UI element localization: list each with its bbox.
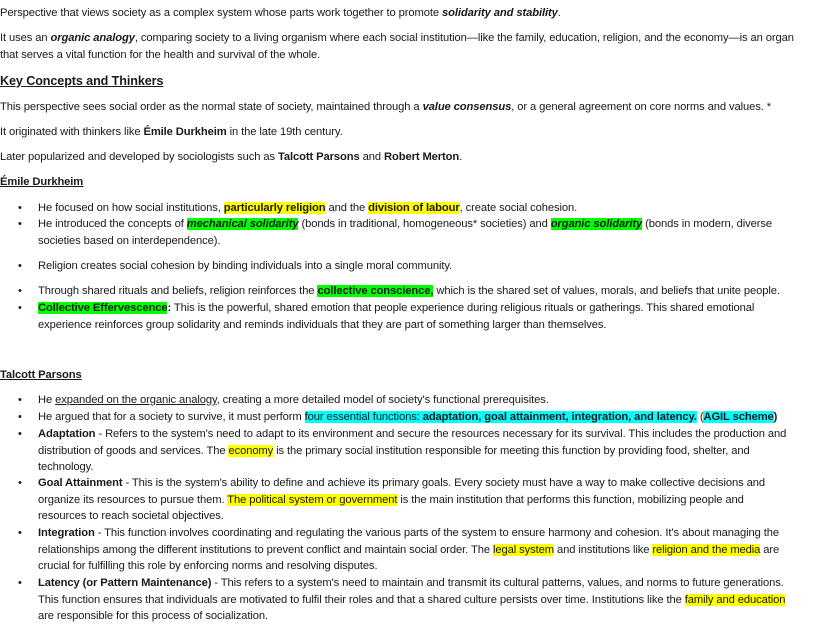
highlight-collective-conscience: collective conscience, <box>317 285 434 297</box>
bullet-icon: • <box>18 260 22 272</box>
text: It originated with thinkers like <box>0 126 144 138</box>
highlight-political-system: The political system or government <box>227 493 398 506</box>
text: ) <box>773 411 778 423</box>
text: resources to reach societal objectives. <box>38 510 224 523</box>
term-integration: Integration <box>38 527 95 539</box>
list-item <box>18 216 828 249</box>
text: organize its resources to pursue them. <box>38 493 228 506</box>
highlight-collective-effervescence: Collective Effervescence <box>38 302 168 314</box>
highlight-organic-solidarity: organic solidarity <box>550 218 643 230</box>
text: , create social cohesion. <box>459 202 578 214</box>
text: four essential functions: <box>304 411 423 423</box>
intro-paragraph-2-line-1 <box>0 30 794 47</box>
text: distribution of goods and services. The <box>38 444 229 457</box>
highlight-division-of-labour: division of labour <box>368 202 460 214</box>
highlight-four-functions <box>305 411 697 423</box>
text: : <box>167 302 172 314</box>
text: - This function involves coordinating and regulating the various parts of the system to ensure harmony and cohesion. It's about managing the <box>94 527 780 539</box>
emphasis-organic-analogy: organic analogy <box>50 32 135 44</box>
text: , comparing society to a living organism where each social institution—like the family, education, religion, and the economy—is an organ <box>134 32 794 44</box>
text: technology. <box>38 461 94 474</box>
text: Perspective that views society as a complex system whose parts work together to promote <box>0 7 443 19</box>
list-item-adaptation <box>18 426 828 476</box>
term-adaptation: Adaptation <box>38 428 96 440</box>
text: relationships among the different institutions to prevent conflict and maintain social order. The <box>38 543 493 556</box>
heading-key-concepts: Key Concepts and Thinkers <box>0 74 164 88</box>
list-item-latency <box>18 575 828 625</box>
text: - This is the system's ability to define and achieve its primary goals. Every society must have a way to make collective decisions and <box>122 477 766 489</box>
text: crucial for fulfilling this role by enforcing norms and resolving disputes. <box>38 560 378 573</box>
text: It uses an <box>0 32 51 44</box>
bullet-icon: • <box>18 577 22 589</box>
highlight-religion-media: religion and the media <box>652 543 761 556</box>
highlight-legal-system: legal system <box>492 543 554 556</box>
key-concepts-paragraph-1 <box>0 99 771 116</box>
highlight-agil-scheme: AGIL scheme <box>703 411 774 423</box>
list-item <box>18 283 828 300</box>
list-item <box>18 200 828 217</box>
heading-durkheim: Émile Durkheim <box>0 176 84 188</box>
text: adaptation, goal attainment, integration, and latency. <box>422 411 697 423</box>
bullet-icon: • <box>18 394 22 406</box>
key-concepts-paragraph-3 <box>0 149 462 166</box>
bullet-icon: • <box>18 428 22 440</box>
underlined-organic-analogy: expanded on the organic analogy <box>55 394 217 406</box>
heading-parsons: Talcott Parsons <box>0 369 82 381</box>
text: which is the shared set of values, morals, and beliefs that unite people. <box>433 285 780 297</box>
list-item <box>18 409 828 426</box>
list-item-goal-attainment <box>18 475 828 525</box>
list-item <box>18 300 828 333</box>
text: This is the powerful, shared emotion that people experience during religious rituals or gatherings. This shared emotional <box>171 302 755 314</box>
bullet-icon: • <box>18 411 22 423</box>
list-item <box>18 258 828 275</box>
text: experience reinforces group solidarity and reminds individuals that they are part of something larger than themselves. <box>38 318 607 331</box>
bullet-icon: • <box>18 202 22 214</box>
text: and institutions like <box>553 543 653 556</box>
text: He focused on how social institutions, <box>38 202 224 214</box>
text: Later popularized and developed by sociologists such as <box>0 151 278 163</box>
text: societies based on interdependence). <box>38 234 221 247</box>
bullet-icon: • <box>18 285 22 297</box>
highlight-economy: economy <box>228 444 274 457</box>
highlight-family-education: family and education <box>684 593 786 606</box>
text: He introduced the concepts of <box>38 218 187 230</box>
text: - Refers to the system's need to adapt to its environment and secure the resources necessary for its survival. This includes the production and <box>95 428 787 440</box>
intro-paragraph-1 <box>0 5 561 22</box>
name-merton: Robert Merton <box>384 151 460 163</box>
text: is the main institution that performs this function, mobilizing people and <box>397 493 744 506</box>
text: (bonds in traditional, homogeneous* societies) and <box>298 218 551 230</box>
list-item <box>18 392 828 409</box>
text: , or a general agreement on core norms and values. * <box>511 101 771 113</box>
text: He argued that for a society to survive, it must perform <box>38 411 305 423</box>
text: are responsible for this process of socialization. <box>38 610 269 623</box>
emphasis-value-consensus: value consensus <box>422 101 512 113</box>
text: and the <box>325 202 369 214</box>
text: This function ensures that individuals are motivated to fulfil their roles and that a shared culture persists over time. Institutions like the <box>38 593 685 606</box>
bullet-icon: • <box>18 302 22 314</box>
text: Religion creates social cohesion by binding individuals into a single moral community. <box>38 260 453 272</box>
text: and <box>359 151 384 163</box>
text: , creating a more detailed model of society's functional prerequisites. <box>216 394 549 406</box>
list-item-integration <box>18 525 828 575</box>
term-latency: Latency (or Pattern Maintenance) <box>38 577 212 589</box>
text: - This refers to a system's need to maintain and transmit its cultural patterns, values, and norms to future generations. <box>211 577 784 589</box>
text: ( <box>696 411 704 423</box>
term-goal-attainment: Goal Attainment <box>38 477 123 489</box>
bullet-icon: • <box>18 218 22 230</box>
text: are <box>760 543 780 556</box>
text: Through shared rituals and beliefs, religion reinforces the <box>38 285 318 297</box>
bullet-icon: • <box>18 477 22 489</box>
text: . <box>459 151 463 163</box>
emphasis-solidarity-stability: solidarity and stability <box>442 7 558 19</box>
highlight-particularly-religion: particularly religion <box>223 202 326 214</box>
text: (bonds in modern, diverse <box>642 218 773 230</box>
text: in the late 19th century. <box>226 126 343 138</box>
intro-paragraph-2-line-2: that serves a vital function for the health and survival of the whole. <box>0 49 321 61</box>
name-durkheim: Émile Durkheim <box>143 126 227 138</box>
bullet-icon: • <box>18 527 22 539</box>
text: is the primary social institution responsible for meeting this function by providing food, shelter, and <box>273 444 750 457</box>
highlight-mechanical-solidarity: mechanical solidarity <box>186 218 299 230</box>
text: . <box>557 7 561 19</box>
name-parsons: Talcott Parsons <box>278 151 360 163</box>
text: This perspective sees social order as the normal state of society, maintained through a <box>0 101 423 113</box>
text: He <box>38 394 56 406</box>
key-concepts-paragraph-2 <box>0 124 343 141</box>
